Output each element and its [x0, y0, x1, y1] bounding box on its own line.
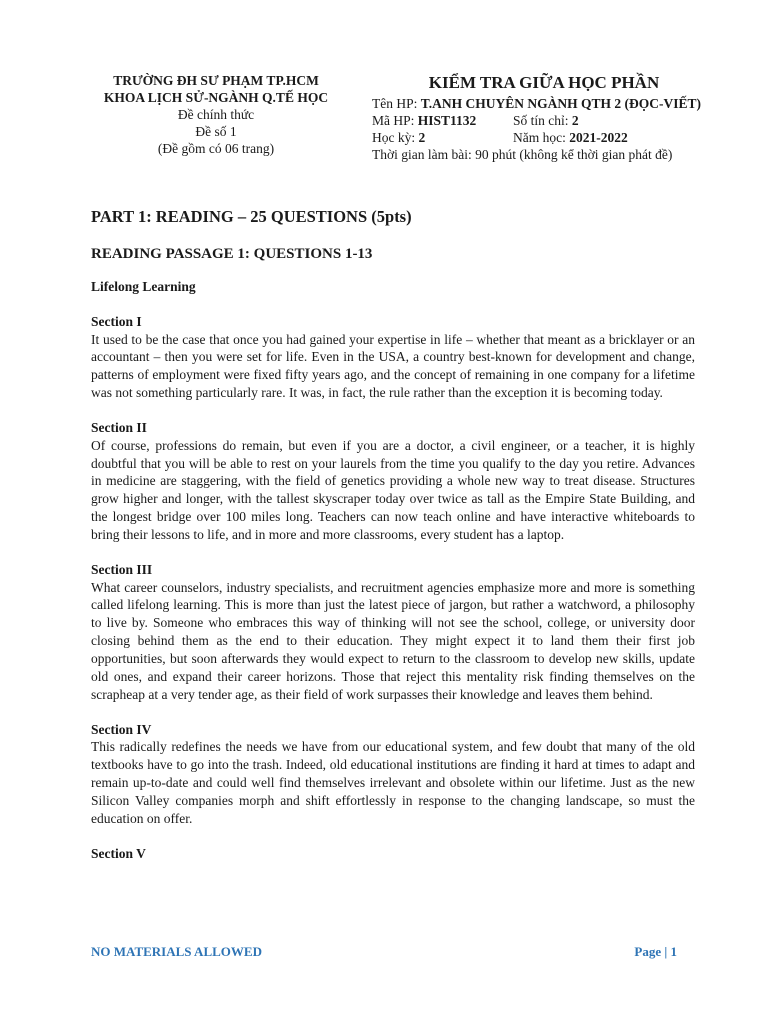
section-text: What career counselors, industry specialists, and recruitment agencies emphasize more and more is something called lifelong learning. This is more than just the latest piece of jargon, but rather a watchword, a philosophy to live by. Someone who embraces this way of thinking will not see the school, college, or university door closing behind them as the end to their education. They might expect it to land them their first job opportunities, but soon afterwards they would expect to return to the classroom to develop new skills, update old ones, and expand their career horizons. Those that reject this mentality risk finding themselves on the scrapheap at a very tender age, as their field of work surpasses their knowledge and leaves them behind.	[91, 579, 695, 702]
page-footer	[91, 944, 677, 964]
course-name-row	[372, 95, 742, 112]
section-heading: Section III	[91, 562, 153, 578]
course-code-label: Mã HP:	[372, 113, 415, 128]
year-cell	[513, 129, 628, 146]
section-2	[91, 419, 695, 544]
time-row: Thời gian làm bài: 90 phút (không kể thời gian phát đề)	[372, 147, 673, 162]
section-heading: Section V	[91, 845, 146, 861]
passage-heading: READING PASSAGE 1: QUESTIONS 1-13	[91, 246, 373, 262]
semester-label: Học kỳ:	[372, 130, 416, 145]
credits-label: Số tín chỉ:	[513, 113, 569, 128]
section-heading: Section IV	[91, 721, 152, 737]
exam-number: Đề số 1	[195, 124, 237, 139]
credits-value: 2	[571, 113, 579, 128]
exam-body	[91, 206, 695, 862]
course-code-row	[372, 112, 742, 129]
pages-note: (Đề gồm có 06 trang)	[157, 141, 275, 156]
section-text: It used to be the case that once you had gained your expertise in life – whether that meant as a bricklayer or an accountant – then you were set for life. Even in the USA, a country best-known for development and change, patterns of employment were fixed fifty years ago, and the concept of remaining in one company for a lifetime was not something particularly rare. It was, in fact, the rule rather than the exception it is becoming today.	[91, 331, 695, 401]
year-value: 2021-2022	[569, 130, 628, 145]
section-heading: Section I	[91, 314, 142, 329]
semester-value: 2	[418, 130, 426, 145]
part-heading: PART 1: READING – 25 QUESTIONS (5pts)	[91, 207, 412, 226]
passage-title: Lifelong Learning	[91, 279, 196, 294]
section-1	[91, 313, 695, 402]
course-code: HIST1132	[417, 113, 477, 128]
credits-cell	[513, 112, 579, 129]
official-label: Đề chính thức	[177, 107, 255, 122]
section-3	[91, 561, 695, 704]
year-label: Năm học:	[513, 130, 566, 145]
school-name: TRƯỜNG ĐH SƯ PHẠM TP.HCM	[113, 73, 319, 88]
section-text: This radically redefines the needs we have from our educational system, and few doubt that many of the old textbooks have to go into the trash. Indeed, old educational institutions are finding it hard at times to adapt and remain up-to-date and could well find themselves irrelevant and obsolete within our lifetime. Just as the new Silicon Valley companies morph and shift effortlessly in response to the changing landscape, so must the education on offer.	[91, 739, 695, 827]
institution-block	[88, 72, 344, 157]
section-heading: Section II	[91, 420, 147, 436]
faculty-name: KHOA LỊCH SỬ-NGÀNH Q.TẾ HỌC	[103, 90, 329, 105]
course-name-label: Tên HP:	[372, 96, 418, 111]
section-4	[91, 721, 695, 828]
exam-info-block	[372, 72, 742, 163]
exam-title: KIỂM TRA GIỮA HỌC PHẦN	[428, 73, 660, 92]
semester-row	[372, 129, 742, 146]
no-materials-notice: NO MATERIALS ALLOWED	[91, 944, 262, 959]
exam-header	[0, 72, 768, 172]
section-text: Of course, professions do remain, but even if you are a doctor, a civil engineer, or a teacher, it is highly doubtful that you will be able to rest on your laurels from the time you qualify to the day you retire. Advances in medicine are staggering, with the field of genetics providing a whole new way to treat disease. Structures grow higher and longer, with the tallest skyscraper today over twice as tall as the Empire State Building, and the longest bridge over 100 miles long. Teachers can now teach online and have interactive whiteboards to bring their lessons to life, and in more and more classrooms, every student has a laptop.	[91, 437, 695, 543]
page-number: Page | 1	[634, 944, 677, 959]
section-5	[91, 845, 695, 863]
course-name: T.ANH CHUYÊN NGÀNH QTH 2 (ĐỌC-VIẾT)	[420, 96, 702, 111]
